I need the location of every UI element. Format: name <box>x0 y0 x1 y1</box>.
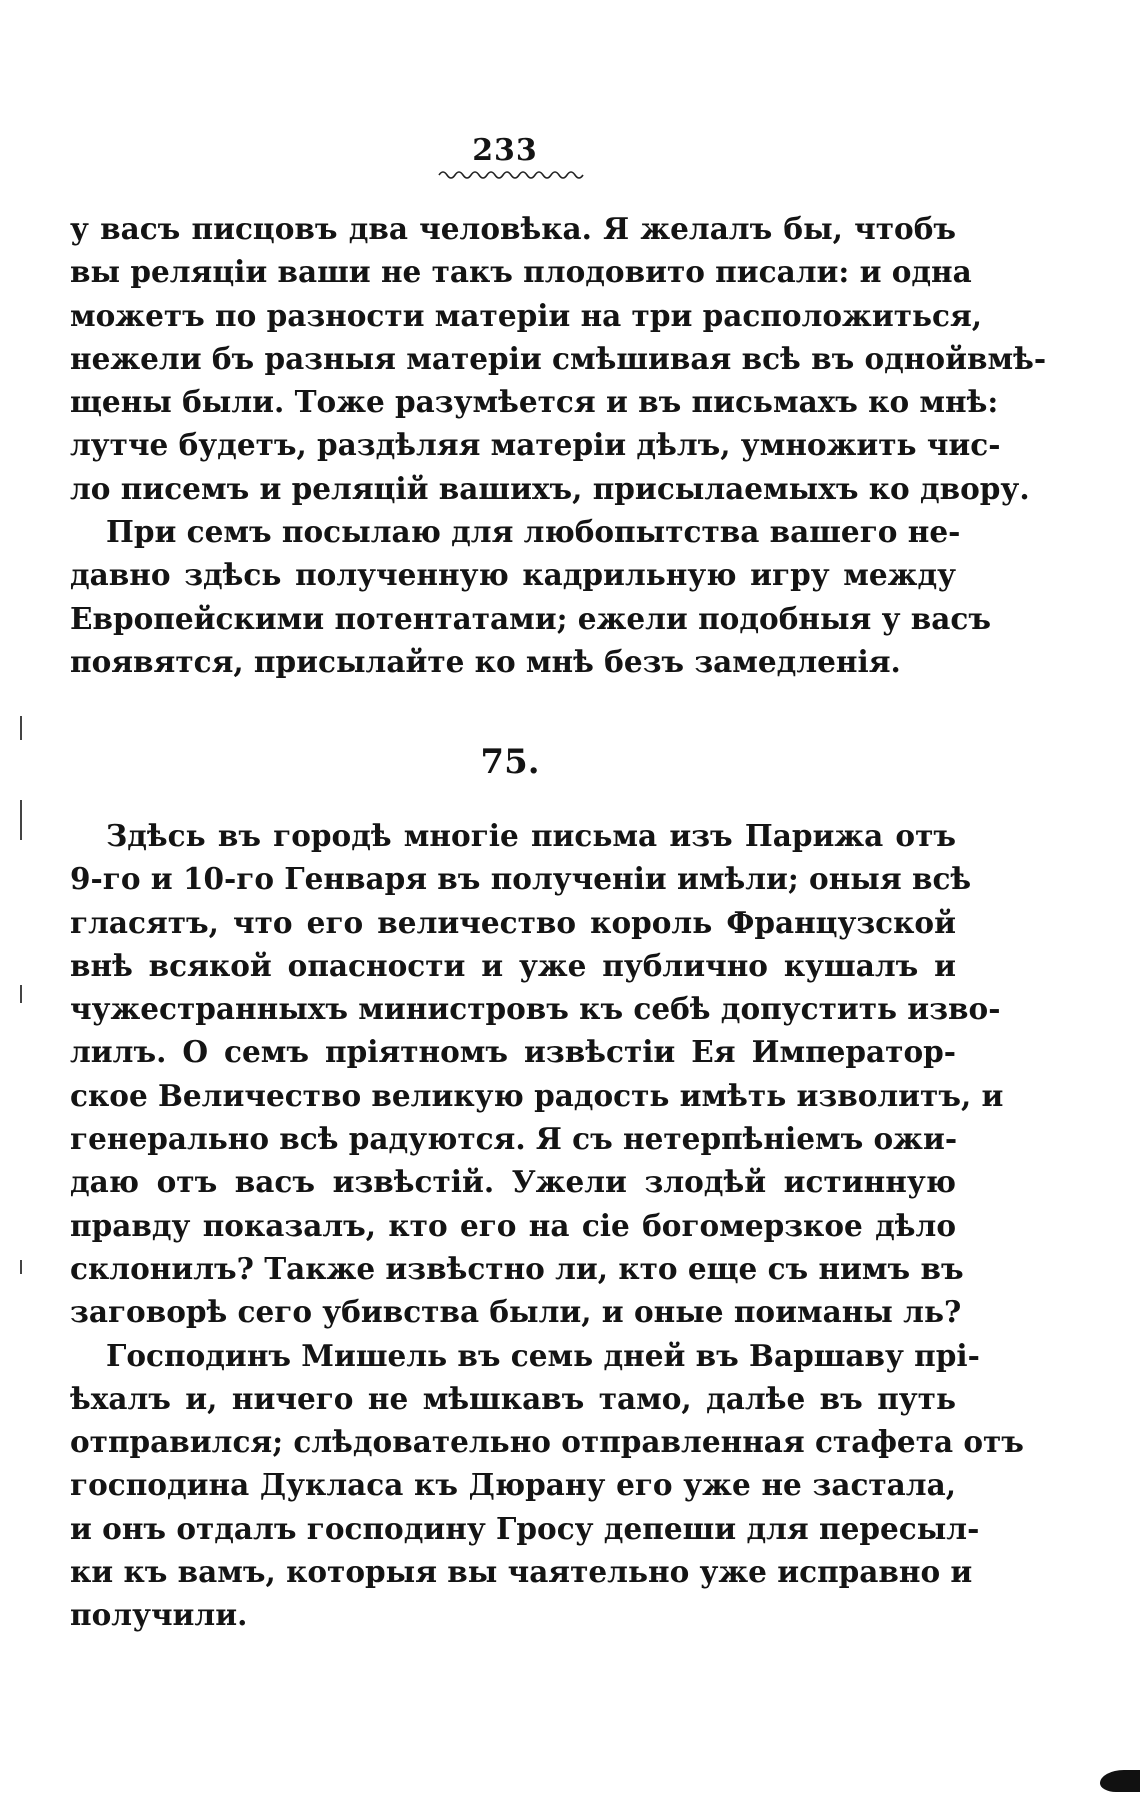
text-line: ское Величество великую радость имѣть изволитъ, и <box>70 1077 1004 1113</box>
text-line: 9-го и 10-го Генваря въ полученіи имѣли; оныя всѣ <box>70 861 972 897</box>
scan-margin-mark <box>20 716 22 740</box>
text-line: можетъ по разности матеріи на три расположиться, <box>70 297 983 333</box>
letter-continuation <box>70 207 1047 683</box>
text-line: щены были. Тоже разумѣется и въ письмахъ ко мнѣ: <box>70 384 999 420</box>
letter-body <box>70 814 1024 1637</box>
text-line: получили. <box>70 1597 248 1633</box>
text-line: ки къ вамъ, которыя вы чаятельно уже исправно и <box>70 1554 973 1590</box>
text-line: даю отъ васъ извѣстій. Ужели злодѣй истинную <box>70 1164 956 1200</box>
text-line: лилъ. О семъ пріятномъ извѣстіи Ея Император- <box>70 1034 956 1070</box>
letter-number: 75. <box>480 742 540 782</box>
scan-margin-mark <box>20 800 22 840</box>
text-line: генерально всѣ радуются. Я съ нетерпѣніемъ ожи- <box>70 1121 958 1157</box>
text-line: склонилъ? Также извѣстно ли, кто еще съ нимъ въ <box>70 1250 964 1286</box>
text-line: Европейскими потентатами; ежели подобныя у васъ <box>70 600 991 636</box>
text-line: и онъ отдалъ господину Гросу депеши для пересыл- <box>70 1510 980 1546</box>
text-line: отправился; слѣдовательно отправленная стафета отъ <box>70 1424 1024 1460</box>
text-line: чужестранныхъ министровъ къ себѣ допустить изво- <box>70 991 1001 1027</box>
text-line: Господинъ Мишель въ семь дней въ Варшаву прі- <box>106 1337 980 1373</box>
text-line: нежели бъ разныя матеріи смѣшивая всѣ въ однойвмѣ- <box>70 340 1047 376</box>
text-line: давно здѣсь полученную кадрильную игру между <box>70 557 956 593</box>
text-line: гласятъ, что его величество король Французской <box>70 904 956 940</box>
text-line: заговорѣ сего убивства были, и оные поиманы ль? <box>70 1294 962 1330</box>
text-line: вы реляціи ваши не такъ плодовито писали: и одна <box>70 254 972 290</box>
text-line: появятся, присылайте ко мнѣ безъ замедленія. <box>70 643 901 679</box>
text-line: у васъ писцовъ два человѣка. Я желалъ бы, чтобъ <box>70 211 956 246</box>
scan-margin-mark <box>20 1260 22 1274</box>
text-line: ѣхалъ и, ничего не мѣшкавъ тамо, далѣе въ путь <box>70 1380 956 1416</box>
text-line: Здѣсь въ городѣ многіе письма изъ Парижа отъ <box>106 818 956 853</box>
scan-edge-mark <box>1100 1770 1140 1792</box>
page-number: 233 <box>472 133 538 168</box>
text-line: При семъ посылаю для любопытства вашего не- <box>106 514 961 550</box>
wavy-ornament <box>437 168 585 182</box>
text-line: правду показалъ, кто его на сіе богомерзкое дѣло <box>70 1207 956 1243</box>
text-line: внѣ всякой опасности и уже публично кушалъ и <box>70 947 956 983</box>
text-line: господина Дукласа къ Дюрану его уже не застала, <box>70 1467 956 1503</box>
text-line: лутче будетъ, раздѣляя матеріи дѣлъ, умножить чис- <box>70 427 1001 463</box>
scan-margin-mark <box>20 985 22 1003</box>
text-line: ло писемъ и реляцій вашихъ, присылаемыхъ ко двору. <box>70 470 1030 506</box>
